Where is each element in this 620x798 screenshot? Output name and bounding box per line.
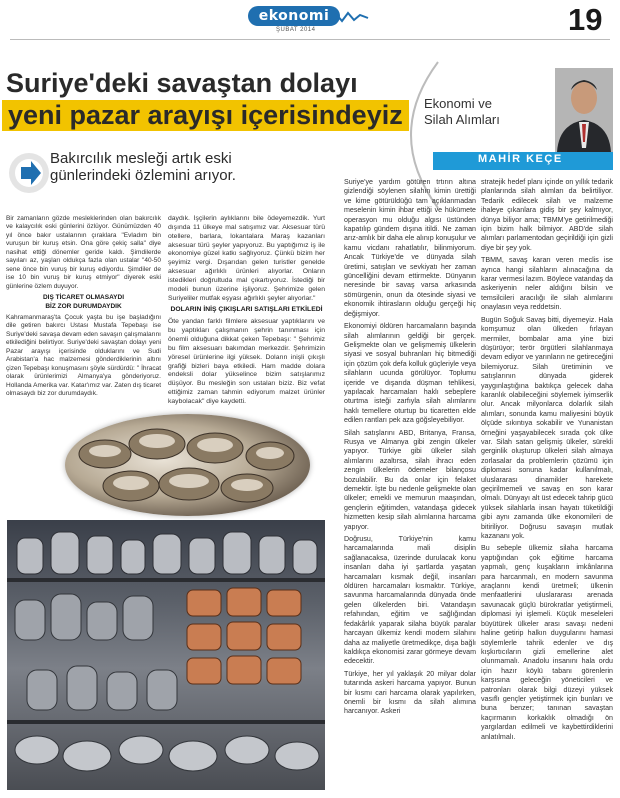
article-column-2	[168, 215, 325, 407]
section-logo: ekonomi	[248, 6, 340, 26]
opinion-paragraph: Silah satışlarını ABD, Britanya, Fransa, Rusya ve Almanya gibi zengin ülkeler yapıyor. Türkiye gibi ülkeler silah alımlarını azaltırsa, silah ihracı eden zengin ülkelerin ödemeler bilançosu bozulabilir. Bu da onlar için felaket demektir. İşte bu nedenle gelişmekte olan ülkeler; emekli ve memurun maaşından, gençlerin eğitimden, vatandaşa gidecek hizmetten kesip silah alımlarına harcama yapıyor.	[344, 428, 476, 531]
opinion-paragraph: Bugün Soğuk Savaş bitti, diyemeyiz. Hala komşumuz olan ülkeden fırlayan mermiler, bombalar ama yine bizi düşürüyor; terör örgütleri silahlanmaya devam ediyor ve yarınların ne getireceğini bilemiyoruz. Silah üretiminin ve satışlarının dünyada giderek yaygınlaştığına baktıkça gelecek daha karanlık olabileceğini söylemek iyimserlik olur. Ancak milyonlarca dolarlık silah alımları, sonunda kamu maliyesini büyük ölçüde sıkıntıya sokabilir ve Yunanistan örneğini yaşayabilecek sırada çok ülke var. Silah satan gelişmiş ülkeler, sürekli gerginlik oluşturup ülkeleri silah almaya zorlasalar da problemlerin çözümü için diplomasi sonuna kadar kullanılmalı, uluslararası dinamikler harekete geçirilmemeli ve savaş en son karar olmalı. Dünyayı alt üst edecek tahrip gücü yüksek silahlarla insan hayatı tüketildiği gibi aynı zamanda ülke ekonomileri de bitiriliyor. Doğrusu savaşın mutlak kazananı yok.	[481, 315, 613, 541]
column-title-line2: Silah Alımları	[424, 112, 500, 127]
article-paragraph: Bir zamanların gözde mesleklerinden olan bakırcılık ve kalaycılık eski günlerini özlüyor. Günümüzden 40 yıl önce bakır ustalarının çıraklara "Evladım bin vuruşun bir kuruş etsin. Ona göre çekiç salla" diye nasihat ettiği dönemler geride kaldı. Şimdilerde sayıları az, yaşları oldukça fazla olan ustalar "40-50 sene önce bin vuruş bir kuruş ediyordu. Şimdiler de ise 10 bin vuruş bir kuruş etmiyor" diyerek eski günlerine özlem duyuyor.	[6, 215, 161, 290]
column-title	[424, 96, 544, 128]
opinion-paragraph: Suriye'ye yardım götüren trtırın altına gizlendiği söylenen silahın kimin ürettiği ve kime götürüldüğü tam açıklanmadan meselenin kimin ihbar ettiği ve hükümete operasyon mu olduğu algısı üstünden kapatılıp gündem dışına itildi. Ne zaman arız-amlık bir daha ele alınıp konuşulur ve kamu vicdanı rahatlatılır, bilinmiyorum. Ancak Türkiye'de ve dünyada silah üretimi, satışları ve sevkiyatı her zaman güncelliğini devam ettirmekte. Dünyanın neresinde bir savaş varsa arkasında sömürgenin, onun da ötesinde siyasi ve ekonomik ihtirasların olduğu gerçeği hiç değişmiyor.	[344, 178, 476, 318]
subheading: DIŞ TİCARET OLMASAYDI	[42, 294, 124, 302]
logo-wave-icon	[330, 10, 370, 24]
article-column-1	[6, 215, 161, 399]
article-paragraph: Kahramanmaraş'ta Çocuk yaşta bu işe başladığını dile getiren bakırcı Ustası Mustafa Tepebaşı ise Suriye'deki savaşa devam eden savaşın çalışmalarını etkilediğini belirtiyor. Suriye'deki savaştan dolayı yeni Pazar arayışı içerisinde olduklarını ve Sudi Arabistan'a hac malzemesi gönderdiklerinin altını çizen Tepebaşı konuşmasını şöyle sürdürdü: " İhracat olarak ürünlerimizi Almanya'ya gönderiyoruz. Hollanda Amerika var. Katar'ımız var. Zaten dış ticaret olmasaydı biz zor durumdaydık.	[6, 313, 161, 398]
subheading: BİZ ZOR DURUMDAYDIK	[45, 302, 122, 310]
author-name: MAHİR KEÇE	[478, 153, 563, 165]
arrow-right-icon	[6, 150, 52, 196]
author-photo	[555, 68, 613, 152]
column-title-line1: Ekonomi ve	[424, 96, 492, 111]
opinion-paragraph: stratejik hedef planı içinde on yıllık tedarik planlarında silah alımları da belirtiliyor. Tedarik edilecek silah ve malzeme ihaleye çıkanlara gidiş bir şey kalmıyor, dünya biliyor ama; TBMM'ye getirilmediği için bizim halk bilmiyor. ABD'de silah alımları parlamentodan geçirildiği için gizli diye bir şey yok.	[481, 178, 613, 252]
headline-line1: Suriye'deki savaştan dolayı	[6, 68, 358, 98]
copper-shop-photo	[7, 520, 325, 790]
opinion-paragraph: Ekonomiyi öldüren harcamaların başında silah alımlarının geldiği bir gerçek. Gelişmekte olan ve gelişmemiş ülkelerin siyasi ve sosyal buhranları hiç bitmediği için çözüm çok defa kolluk güçleriyle veya silahların ucunda görülüyor. Toplumu içeride ve dışarıda düşman tehlikesi, yapılacak harcamaları haklı sebeplere oturtma isteği zarfıyla silah alımlarını haklı temellere oturtup bu ticaretten elde edilen rantları pek aza göğsleyebiliyor.	[344, 322, 476, 425]
header-divider	[10, 39, 610, 40]
intro-text: Bakırcılık mesleği artık eski günlerindeki özlemini arıyor.	[50, 150, 236, 184]
opinion-column-2	[481, 178, 613, 742]
opinion-paragraph: Doğrusu, Türkiye'nin kamu harcamalarında mali disiplin sağlanacaksa, üzerinde durulacak konu insanları daha iyi şartlarda yaşatan harcamaları kısmak değil, insanları öldüren harcamaları kısmaktır. Türkiye, savunma harcamalarında dünyada önde gelen ülkelerden biri. Vatandaşın refahından, eğitim ve sağlığından fedakârlık yaparak silaha büyük paralar harcayan ülkemiz kendi modern silahını daha az maliyetle üretmedikçe, dışa bağlı kaldıkça ekonomisi zarar görmeye devam edecektir.	[344, 535, 476, 666]
opinion-column-1	[344, 178, 476, 717]
article-paragraph: daydık. İşçilerin aylıklarını bile ödeyemezdik. Yurt dışında 11 ülkeye mal satışımız var. Aksesuar türü otellere, barlara, lokantalara Maraş kazanları aksesuar türü şeyler yapıyoruz. Bu yaptığımız iş ile ekonomiye güzel katkı sağlıyoruz. Çünkü bizim her şeyimiz vergi. Dışarıdan gelen turistler genelde aksesuar ağırlıklı ürünleri alıyorlar. Onların istedikleri doğrultuda mal çıkartıyoruz. İstediği bir modeli bunun üzerine işliyoruz. Şehrimize gelen Suriyeliler mutfak eşyası ağırlıklı şeyler alıyorlar."	[168, 215, 325, 302]
copper-bowls-photo	[65, 414, 310, 516]
opinion-paragraph: Türkiye, her yıl yaklaşık 20 milyar dolar tutarında askeri harcama yapıyor. Bunun bir kısmı cari harcama olarak yapılırken, önemli bir kısmı da silah alımına harcanıyor. Askeri	[344, 669, 476, 716]
article-paragraph: Öte yandan farklı filmlere aksesuar yaptıklarını ve bu yaptıkları çalışmanın şehrin tanınması için önemli olduğuna dikkat çeken Tepebaşı: " Şehrimiz bu film aksesuarı bakımdan merkezdir. Şehrimizin yöresel ürünlerine ilgi yüksek. Doların inişli çıkışlı grafiği bizleri baya etkiledi. Ham madde dolara endeksli dolar yükselince bizim satışlarımız düşüyor. Bu mesleğin son ustaları biziz. Biz vefat ettiğimiz zaman tahmin ediyorum malzet ürünler kaybolacak" diye kaydetti.	[168, 318, 325, 405]
issue-date: ŞUBAT 2014	[276, 27, 316, 33]
page-number: 19	[568, 2, 603, 37]
subheading: DOLARIN İNİŞ ÇIKIŞLARI SATIŞLARI ETKİLEDİ	[170, 306, 323, 314]
opinion-paragraph: TBMM, savaş kararı veren meclis ise ayrıca hangi silahların alınacağına da karar vermesi lazım. Böylece vatandaş da askeriyenin neler aldığını bilsin ve temsilcileri aracılığı ile silah alımlarını onaylasın veya reddetsin.	[481, 256, 613, 312]
opinion-paragraph: Bu sebeple ülkemiz silaha harcama yaptığından çok eğitime harcama yapmalı, genç kuşakların imkânlarına para harcanmalı, en modern savunma araçlarını kendi üretmeli; ülkenin menfaatlerini uluslararası arenada savunacak güçlü bürokratlar yetiştirmeli, diplomasi iyi işlemeli. Küçük meseleleri büyütürek ülkeler arası savaşı nedeni haline getirip halkın duygularını hamasi söylemlerle tahrik edenler ve dış kışkırtıcıların gizli emellerine alet olunmamalı. Anadolu insanını hala ordu için hazır köylü tabanı görenlerin karşısına geleceğin yöneticileri ve patronları olarak bilgi düzeyi yüksek vasıflı gençler yetiştirmek için bunları ve buna benzer; tanınan savaştan kaçırmanın korkaklık olmadığı ön yargılardan edilmeli ve kaybettirdiklerini anlatılmalı.	[481, 544, 613, 741]
headline-line2: yeni pazar arayışı içerisindeyiz	[2, 100, 409, 131]
